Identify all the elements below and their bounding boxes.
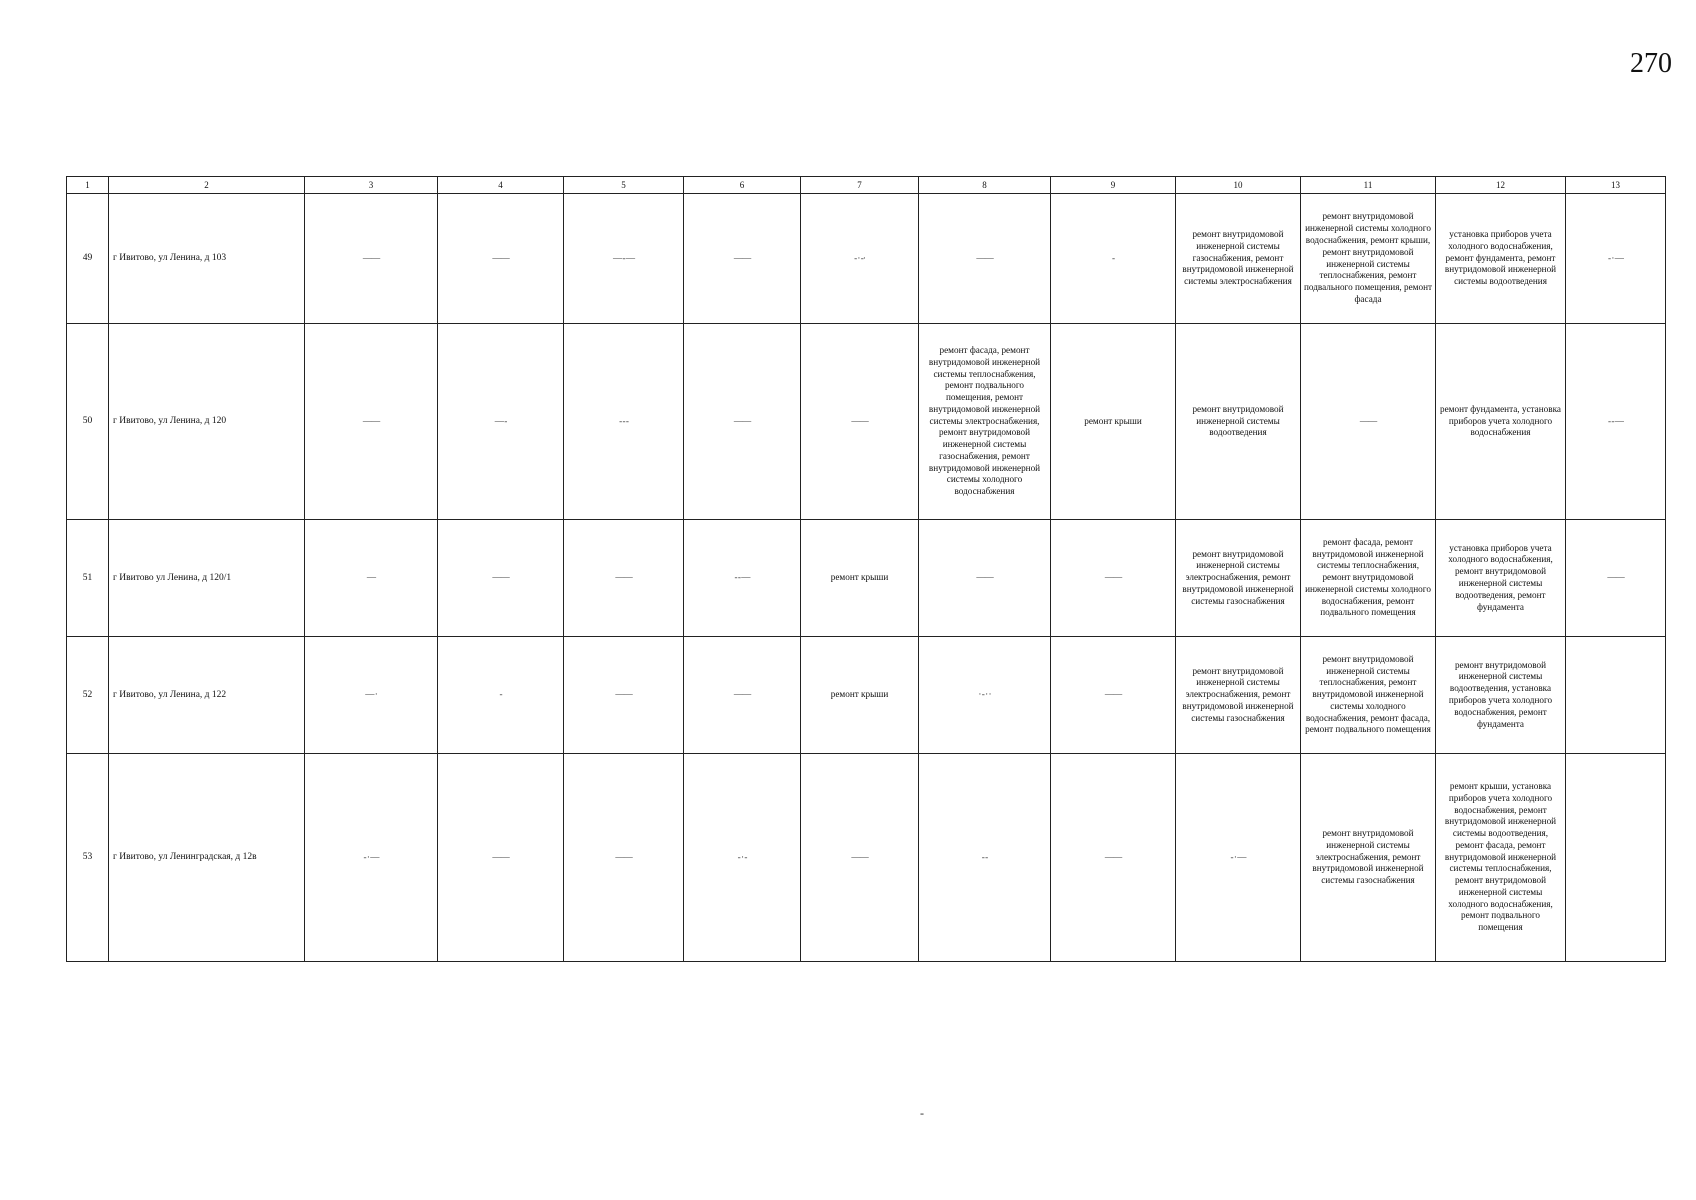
work-description-cell: ремонт крыши [801,637,919,754]
column-number: 3 [305,177,438,194]
table-cell [564,637,684,754]
table-cell [438,637,564,754]
dash-mark: —— [492,572,509,583]
work-description-cell: ремонт крыши [801,520,919,637]
address-cell: г Ивитово, ул Ленинградская, д 12в [109,754,305,962]
dash-mark: —— [733,415,751,426]
work-description-cell: ремонт фасада, ремонт внутридомовой инженерной системы теплоснабжения, ремонт внутридомовой инженерной системы холодного водоснабжения, ремонт подвального помещения [1301,520,1436,637]
dash-mark: —— [1607,572,1624,583]
table-cell [1051,754,1176,962]
address-cell: г Ивитово ул Ленина, д 120/1 [109,520,305,637]
table-cell [438,324,564,520]
dash-mark: - · — [1230,851,1246,862]
column-number: 8 [919,177,1051,194]
work-description-cell: ремонт внутридомовой инженерной системы электроснабжения, ремонт внутридомовой инженерной системы газоснабжения [1176,520,1301,637]
table-cell [1176,754,1301,962]
row-number: 51 [67,520,109,637]
dash-mark: —— [1104,689,1122,700]
dash-mark: —— [615,851,632,862]
table-cell [438,754,564,962]
work-description-cell: ремонт внутридомовой инженерной системы водоотведения [1176,324,1301,520]
table-cell [564,520,684,637]
dash-mark: —— [976,572,993,583]
dash-mark: - · — [1608,252,1623,263]
work-description-cell: установка приборов учета холодного водоснабжения, ремонт внутридомовой инженерной системы водоотведения, ремонт фундамента [1436,520,1566,637]
column-number-row [67,177,1666,194]
table-cell [684,194,801,324]
table-cell [684,324,801,520]
table-cell [1566,520,1666,637]
table-cell [438,520,564,637]
row-number: 49 [67,194,109,324]
row-number: 50 [67,324,109,520]
column-number: 13 [1566,177,1666,194]
column-number: 9 [1051,177,1176,194]
table-cell [801,324,919,520]
table-cell [564,324,684,520]
row-number: 52 [67,637,109,754]
work-description-cell: ремонт внутридомовой инженерной системы газоснабжения, ремонт внутридомовой инженерной системы электроснабжения [1176,194,1301,324]
repair-plan-table [66,176,1666,962]
column-number: 5 [564,177,684,194]
table-cell [305,754,438,962]
address-cell: г Ивитово, ул Ленина, д 103 [109,194,305,324]
table-cell [1051,194,1176,324]
work-description-cell: ремонт фундамента, установка приборов учета холодного водоснабжения [1436,324,1566,520]
column-number: 2 [109,177,305,194]
table-cell [1566,637,1666,754]
address-cell: г Ивитово, ул Ленина, д 122 [109,637,305,754]
work-description-cell: ремонт внутридомовой инженерной системы электроснабжения, ремонт внутридомовой инженерной системы газоснабжения [1176,637,1301,754]
dash-mark: · - · · [978,689,991,700]
work-description-cell: ремонт крыши, установка приборов учета холодного водоснабжения, ремонт внутридомовой инженерной системы водоотведения, ремонт фасада, ремонт внутридомовой инженерной системы теплоснабжения, ремонт внутридомовой инженерной системы холодного водоснабжения, ремонт подвального помещения [1436,754,1566,962]
dash-mark: - · — [363,851,379,862]
column-number: 11 [1301,177,1436,194]
table-cell [684,520,801,637]
dash-mark: —— [851,415,868,426]
dash-mark: —— [1359,415,1377,426]
dash-mark: —— [1104,851,1122,862]
table-cell [438,194,564,324]
dash-mark: - - - [619,415,628,426]
work-description-cell: ремонт фасада, ремонт внутридомовой инженерной системы теплоснабжения, ремонт подвального помещения, ремонт внутридомовой инженерной системы электроснабжения, ремонт внутридомовой инженерной системы газоснабжения, ремонт внутридомовой инженерной системы холодного водоснабжения [919,324,1051,520]
work-description-cell: ремонт крыши [1051,324,1176,520]
row-number: 53 [67,754,109,962]
table-cell [564,754,684,962]
column-number: 7 [801,177,919,194]
dash-mark: —— [362,252,380,263]
dash-mark: —— [976,252,993,263]
table-cell [801,754,919,962]
table-cell [1566,324,1666,520]
table-cell [919,637,1051,754]
column-number: 10 [1176,177,1301,194]
dash-mark: —— [733,689,751,700]
dash-mark: —— [733,252,751,263]
address-cell: г Ивитово, ул Ленина, д 120 [109,324,305,520]
column-number: 12 [1436,177,1566,194]
work-description-cell: ремонт внутридомовой инженерной системы холодного водоснабжения, ремонт крыши, ремонт внутридомовой инженерной системы теплоснабжения, ремонт подвального помещения, ремонт фасада [1301,194,1436,324]
table-row [67,637,1666,754]
table-cell [1051,520,1176,637]
table-cell [1566,754,1666,962]
table-row [67,754,1666,962]
stray-mark: - [920,1106,924,1120]
dash-mark: — - [494,415,507,426]
table-cell [684,637,801,754]
table-cell [919,754,1051,962]
table-cell [305,637,438,754]
table-cell [1301,324,1436,520]
table-row [67,324,1666,520]
table-cell [684,754,801,962]
dash-mark: - - — [1608,415,1623,426]
table-cell [919,194,1051,324]
table-cell [919,520,1051,637]
dash-mark: - [499,689,502,700]
dash-mark: - - — [734,572,750,583]
table-cell [305,194,438,324]
table-cell [305,520,438,637]
dash-mark: - · - [737,851,747,862]
work-description-cell: ремонт внутридомовой инженерной системы водоотведения, установка приборов учета холодного водоснабжения, ремонт фундамента [1436,637,1566,754]
work-description-cell: установка приборов учета холодного водоснабжения, ремонт фундамента, ремонт внутридомовой инженерной системы водоотведения [1436,194,1566,324]
dash-mark: — [366,572,376,583]
table-cell [1051,637,1176,754]
table-cell [1566,194,1666,324]
table-cell [801,194,919,324]
dash-mark: —— [615,689,632,700]
page-number: 270 [1630,48,1672,79]
column-number: 6 [684,177,801,194]
dash-mark: —— [851,851,868,862]
work-description-cell: ремонт внутридомовой инженерной системы теплоснабжения, ремонт внутридомовой инженерной системы холодного водоснабжения, ремонт фасада, ремонт подвального помещения [1301,637,1436,754]
dash-mark: - [1111,252,1115,263]
table-row [67,520,1666,637]
column-number: 1 [67,177,109,194]
dash-mark: —— [492,252,509,263]
dash-mark: —— [362,415,380,426]
dash-mark: —— [615,572,632,583]
dash-mark: —— [492,851,509,862]
dash-mark: — - — [612,252,635,263]
work-description-cell: ремонт внутридомовой инженерной системы электроснабжения, ремонт внутридомовой инженерной системы газоснабжения [1301,754,1436,962]
dash-mark: —— [1104,572,1122,583]
dash-mark: - · -· [854,252,865,263]
table-row [67,194,1666,324]
table-cell [305,324,438,520]
dash-mark: - - [981,851,988,862]
dash-mark: — · [365,689,377,700]
table-cell [564,194,684,324]
column-number: 4 [438,177,564,194]
